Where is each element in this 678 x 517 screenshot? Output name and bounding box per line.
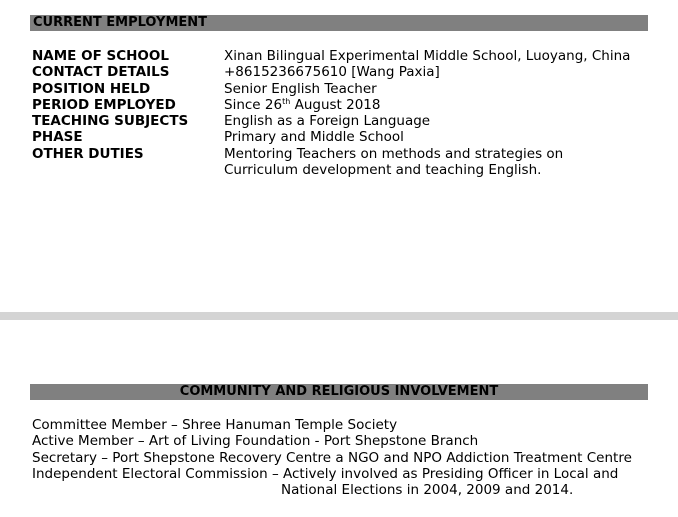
employment-details-table xyxy=(32,48,630,178)
teaching-subjects-value: English as a Foreign Language xyxy=(224,113,431,130)
period-employed-label: PERIOD EMPLOYED xyxy=(32,96,176,113)
list-item: Committee Member – Shree Hanuman Temple Society xyxy=(32,417,398,433)
employment-row-position xyxy=(32,81,630,97)
phase-label: PHASE xyxy=(32,129,83,146)
employment-row-period xyxy=(32,97,630,113)
contact-details-value: +8615236675610 [Wang Paxia] xyxy=(224,64,440,81)
list-item: Active Member – Art of Living Foundation - Port Shepstone Branch xyxy=(32,433,479,450)
employment-row-subjects xyxy=(32,113,630,129)
page-separator xyxy=(0,312,678,320)
position-held-label: POSITION HELD xyxy=(32,80,151,97)
community-involvement-list xyxy=(32,417,632,498)
other-duties-label: OTHER DUTIES xyxy=(32,145,144,162)
phase-value: Primary and Middle School xyxy=(224,129,404,146)
employment-row-school xyxy=(32,48,630,64)
current-employment-heading: CURRENT EMPLOYMENT xyxy=(30,15,648,31)
contact-details-label: CONTACT DETAILS xyxy=(32,64,170,81)
school-name-value: Xinan Bilingual Experimental Middle School, Luoyang, China xyxy=(224,48,631,64)
position-held-value: Senior English Teacher xyxy=(224,80,377,97)
list-item-continuation: National Elections in 2004, 2009 and 2014. xyxy=(281,482,574,499)
school-name-label: NAME OF SCHOOL xyxy=(32,48,169,64)
document-page-2 xyxy=(0,320,678,517)
other-duties-value: Mentoring Teachers on methods and strategies on Curriculum development and teaching English. xyxy=(224,145,564,179)
list-item: Independent Electoral Commission – Actively involved as Presiding Officer in Local and xyxy=(32,465,619,482)
employment-row-contact xyxy=(32,64,630,80)
employment-row-phase xyxy=(32,129,630,145)
community-involvement-heading: COMMUNITY AND RELIGIOUS INVOLVEMENT xyxy=(30,384,648,400)
period-employed-value: Since 26th August 2018 xyxy=(224,96,381,113)
list-item: Secretary – Port Shepstone Recovery Centre a NGO and NPO Addiction Treatment Centre xyxy=(32,449,632,466)
teaching-subjects-label: TEACHING SUBJECTS xyxy=(32,113,189,130)
employment-row-duties xyxy=(32,146,630,179)
